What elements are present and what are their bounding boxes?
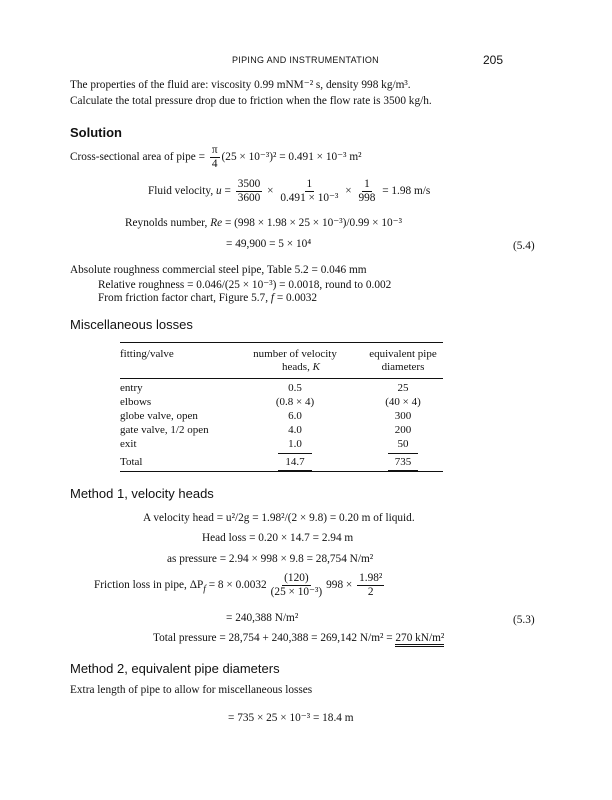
friction-factor-text: From friction factor chart, Figure 5.7, (98, 292, 271, 304)
col-header-k-symbol: K (312, 361, 320, 373)
velocity-head-line: A velocity head = u²/2g = 1.98²/(2 × 9.8) = 0.20 m of liquid. (143, 512, 415, 524)
length-fraction (269, 572, 325, 599)
table-row (120, 424, 443, 437)
reynolds-label: Reynolds number, (125, 217, 211, 229)
table-total-row (120, 456, 443, 469)
cell-total-label: Total (120, 456, 143, 468)
frac2-den: 0.491 × 10⁻³ (280, 191, 339, 204)
cell-fitting: gate valve, 1/2 open (120, 424, 209, 436)
col-header-diameters (358, 348, 448, 374)
frac2-num: 1 (306, 178, 313, 190)
cell-k: 0.5 (288, 382, 302, 394)
length-num: (120) (284, 572, 309, 584)
col-header-k (245, 348, 345, 374)
fraction-1 (236, 178, 263, 205)
total-pressure-line (153, 632, 444, 644)
table-row (120, 396, 443, 409)
head-loss-line: Head loss = 0.20 × 14.7 = 2.94 m (202, 532, 354, 544)
total-pressure-answer: 270 kN/m² (395, 632, 444, 647)
extra-length-result: = 735 × 25 × 10⁻³ = 18.4 m (228, 712, 354, 724)
cell-diameters: 25 (397, 382, 409, 394)
friction-factor-symbol: f (270, 292, 274, 304)
pi-over-four (210, 144, 220, 171)
cell-fitting: entry (120, 382, 143, 394)
table-header-rule (120, 378, 443, 379)
four: 4 (211, 157, 218, 170)
cell-total-k: 14.7 (285, 456, 305, 468)
cell-fitting: exit (120, 438, 137, 450)
equation-ref-5-4: (5.4) (513, 240, 535, 252)
times-1: × (264, 185, 277, 198)
page-number: 205 (483, 53, 504, 67)
friction-expression: = 8 × 0.0032 (205, 579, 267, 592)
cell-k: (0.8 × 4) (275, 396, 315, 408)
total-pressure-text: Total pressure = 28,754 + 240,388 = 269,142 N/m² = (153, 632, 396, 644)
velocity-den: 2 (367, 585, 374, 598)
velocity-label: Fluid velocity, (148, 185, 216, 198)
roughness-line-2: Relative roughness = 0.046/(25 × 10⁻³) = 0.0018, round to 0.002 (98, 279, 392, 291)
roughness-line-1: Absolute roughness commercial steel pipe, Table 5.2 = 0.046 mm (70, 264, 367, 276)
frac1-num: 3500 (237, 178, 261, 190)
length-den: (25 × 10⁻³) (270, 585, 323, 598)
frac3-num: 1 (364, 178, 370, 190)
area-label: Cross-sectional area of pipe = (70, 151, 208, 164)
cell-diameters: (40 × 4) (385, 396, 421, 408)
frac1-den: 3600 (237, 191, 261, 204)
pi: π (211, 144, 218, 156)
running-header: PIPING AND INSTRUMENTATION (232, 55, 379, 65)
col-header-k-line2 (245, 361, 345, 374)
cell-k: 1.0 (288, 438, 302, 450)
cell-total-diameters: 735 (394, 456, 412, 468)
area-result: (25 × 10⁻³)² = 0.491 × 10⁻³ m² (221, 151, 362, 164)
velocity-symbol: u (216, 185, 222, 198)
reynolds-symbol: Re (210, 217, 223, 229)
friction-label: Friction loss in pipe, ΔP (94, 579, 204, 592)
friction-mid: 998 × (326, 579, 356, 592)
cell-k: 4.0 (288, 424, 302, 436)
reynolds-equation (125, 216, 402, 229)
method2-heading: Method 2, equivalent pipe diameters (70, 661, 280, 676)
times-2: × (342, 185, 355, 198)
cell-fitting: globe valve, open (120, 410, 198, 422)
col-header-k-heads: heads, (282, 361, 313, 373)
friction-factor-line (98, 292, 317, 304)
frac3-den: 998 (358, 191, 376, 204)
friction-subscript: f (203, 584, 206, 595)
velocity-eq: = (221, 185, 234, 198)
cell-k: 6.0 (288, 410, 302, 422)
velocity-result: = 1.98 m/s (379, 185, 431, 198)
col-header-diam-line2: diameters (381, 361, 425, 373)
cell-diameters: 300 (394, 410, 412, 422)
col-header-k-line1: number of velocity (253, 348, 337, 360)
intro-line-2: Calculate the total pressure drop due to friction when the flow rate is 3500 kg/h. (70, 95, 432, 107)
friction-result: = 240,388 N/m² (226, 612, 299, 624)
equation-ref-5-3: (5.3) (513, 614, 535, 626)
table-row (120, 410, 443, 423)
friction-loss-equation (94, 572, 386, 599)
velocity-equation (148, 178, 430, 205)
sum-rule-k (278, 453, 312, 454)
sum-rule-diameters (388, 453, 418, 454)
area-equation (70, 144, 362, 171)
misc-losses-heading: Miscellaneous losses (70, 317, 193, 332)
cell-fitting: elbows (120, 396, 152, 408)
table-top-rule (120, 342, 443, 343)
table-bottom-rule (120, 471, 443, 472)
table-row (120, 438, 443, 451)
col-header-fitting: fitting/valve (120, 348, 174, 360)
method1-heading: Method 1, velocity heads (70, 486, 214, 501)
cell-diameters: 50 (397, 438, 409, 450)
cell-diameters: 200 (394, 424, 412, 436)
velocity-num: 1.98² (359, 572, 383, 584)
fraction-3 (356, 178, 377, 205)
extra-length-line: Extra length of pipe to allow for miscellaneous losses (70, 684, 313, 696)
friction-factor-value: = 0.0032 (274, 292, 318, 304)
solution-heading: Solution (70, 125, 122, 140)
col-header-diam-line1: equivalent pipe (369, 348, 437, 360)
fraction-2 (278, 178, 340, 205)
velocity-fraction (357, 572, 384, 599)
reynolds-result: = 49,900 = 5 × 10⁴ (226, 238, 312, 250)
table-row (120, 382, 443, 395)
intro-line-1: The properties of the fluid are: viscosity 0.99 mNM⁻² s, density 998 kg/m³. (70, 79, 411, 91)
reynolds-expression: = (998 × 1.98 × 25 × 10⁻³)/0.99 × 10⁻³ (222, 217, 402, 229)
pressure-line: as pressure = 2.94 × 998 × 9.8 = 28,754 N/m² (167, 553, 374, 565)
